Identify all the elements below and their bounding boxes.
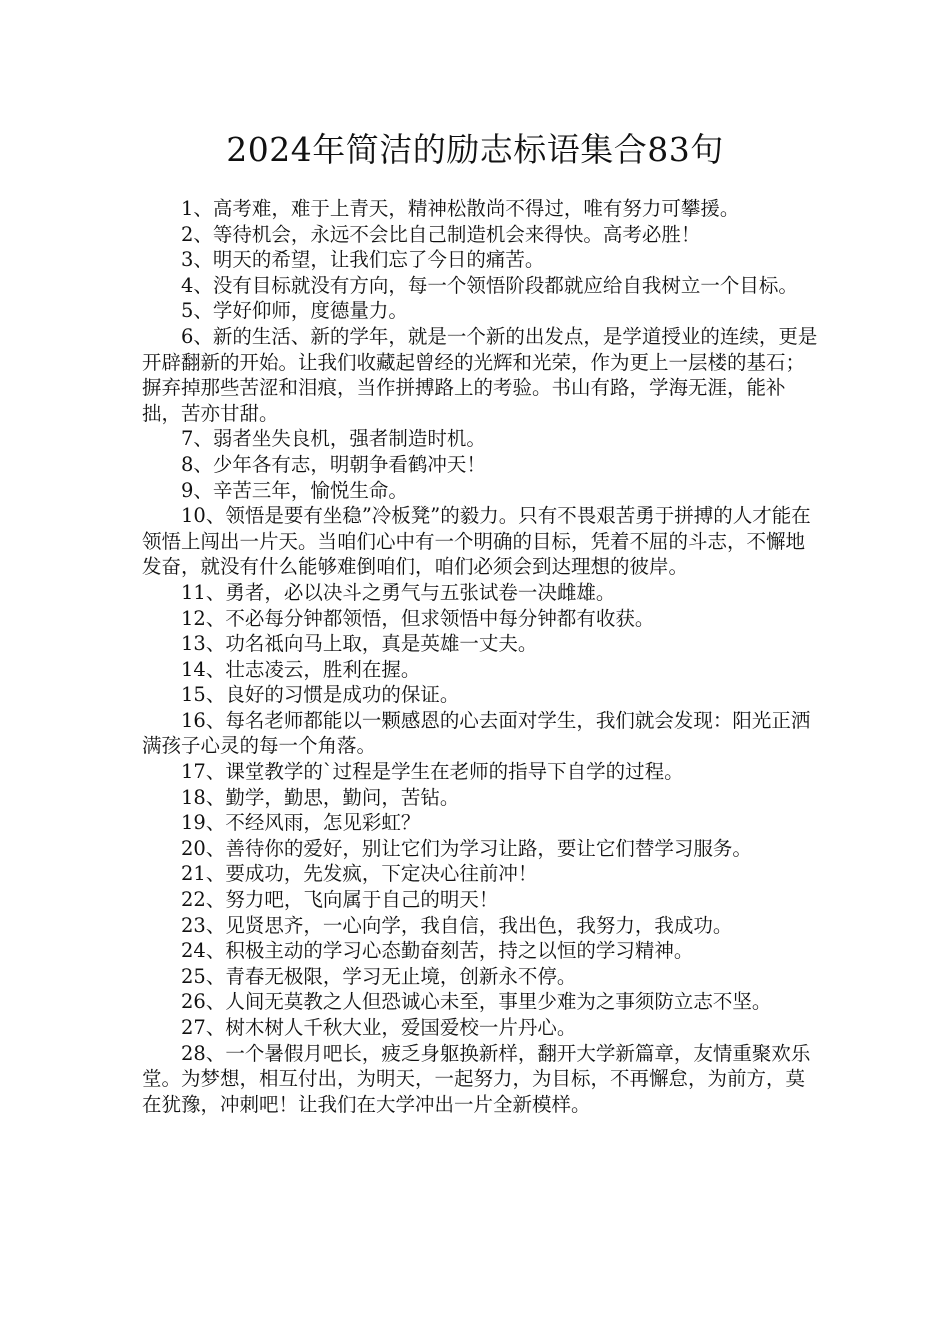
list-item: 17、课堂教学的`过程是学生在老师的指导下自学的过程。 [181,760,684,784]
list-item: 18、勤学，勤思，勤问，苦钻。 [181,785,460,809]
list-item: 24、积极主动的学习心态勤奋刻苦，持之以恒的学习精神。 [181,939,694,963]
list-item: 15、良好的习惯是成功的保证。 [181,683,460,707]
slogan-list [142,196,822,1117]
list-item: 25、青春无极限，学习无止境，创新永不停。 [181,964,577,988]
list-item: 5、学好仰师，度德量力。 [181,299,408,323]
list-item: 11、勇者，必以决斗之勇气与五张试卷一决雌雄。 [181,580,616,604]
list-item: 27、树木树人千秋大业，爱国爱校一片丹心。 [181,1016,577,1039]
list-item: 23、见贤思齐，一心向学，我自信，我出色，我努力，我成功。 [181,913,733,937]
list-item: 20、善待你的爱好，别让它们为学习让路，要让它们替学习服务。 [181,836,752,860]
list-item: 10、领悟是要有坐稳”冷板凳”的毅力。只有不畏艰苦勇于拼搏的人才能在领悟上闯出一片天。当咱们心中有一个明确的目标，凭着不屈的斗志，不懈地发奋，就没有什么能够难倒咱们，咱们必须会到达理想的彼岸。 [142,504,811,579]
list-item: 28、一个暑假月吧长，疲乏身躯换新样，翻开大学新篇章，友情重聚欢乐堂。为梦想，相互付出，为明天，一起努力，为目标，不再懈怠，为前方，莫在犹豫，冲刺吧！让我们在大学冲出一片全新模样。 [142,1041,811,1116]
list-item: 2、等待机会，永远不会比自己制造机会来得快。高考必胜！ [181,222,701,246]
list-item: 9、辛苦三年，愉悦生命。 [181,478,408,502]
list-item: 22、努力吧，飞向属于自己的明天！ [181,888,499,912]
list-item: 19、不经风雨，怎见彩虹？ [181,811,421,835]
list-item: 3、明天的希望，让我们忘了今日的痛苦。 [181,248,545,272]
list-item: 4、没有目标就没有方向，每一个领悟阶段都就应给自我树立一个目标。 [181,273,798,297]
list-item: 14、壮志凌云，胜利在握。 [181,657,421,681]
list-item: 6、新的生活、新的学年，就是一个新的出发点，是学道授业的连续，更是开辟翻新的开始。让我们收藏起曾经的光辉和光荣，作为更上一层楼的基石；摒弃掉那些苦涩和泪痕，当作拼搏路上的考验。书山有路，学海无涯，能补拙，苦亦甘甜。 [142,324,818,425]
list-item: 7、弱者坐失良机，强者制造时机。 [181,427,486,451]
page-title: 2024年简洁的励志标语集合83句 [226,130,724,169]
list-item: 1、高考难，难于上青天，精神松散尚不得过，唯有努力可攀援。 [181,197,740,220]
list-item: 16、每名老师都能以一颗感恩的心去面对学生，我们就会发现：阳光正洒满孩子心灵的每一个角落。 [142,708,811,758]
list-item: 12、不必每分钟都领悟，但求领悟中每分钟都有收获。 [181,606,655,630]
list-item: 21、要成功，先发疯，下定决心往前冲！ [181,862,538,886]
list-item: 8、少年各有志，明朝争看鹤冲天！ [181,452,486,476]
list-item: 13、功名祗向马上取，真是英雄一丈夫。 [181,632,538,656]
list-item: 26、人间无莫教之人但恐诚心未至，事里少难为之事须防立志不坚。 [181,990,772,1014]
